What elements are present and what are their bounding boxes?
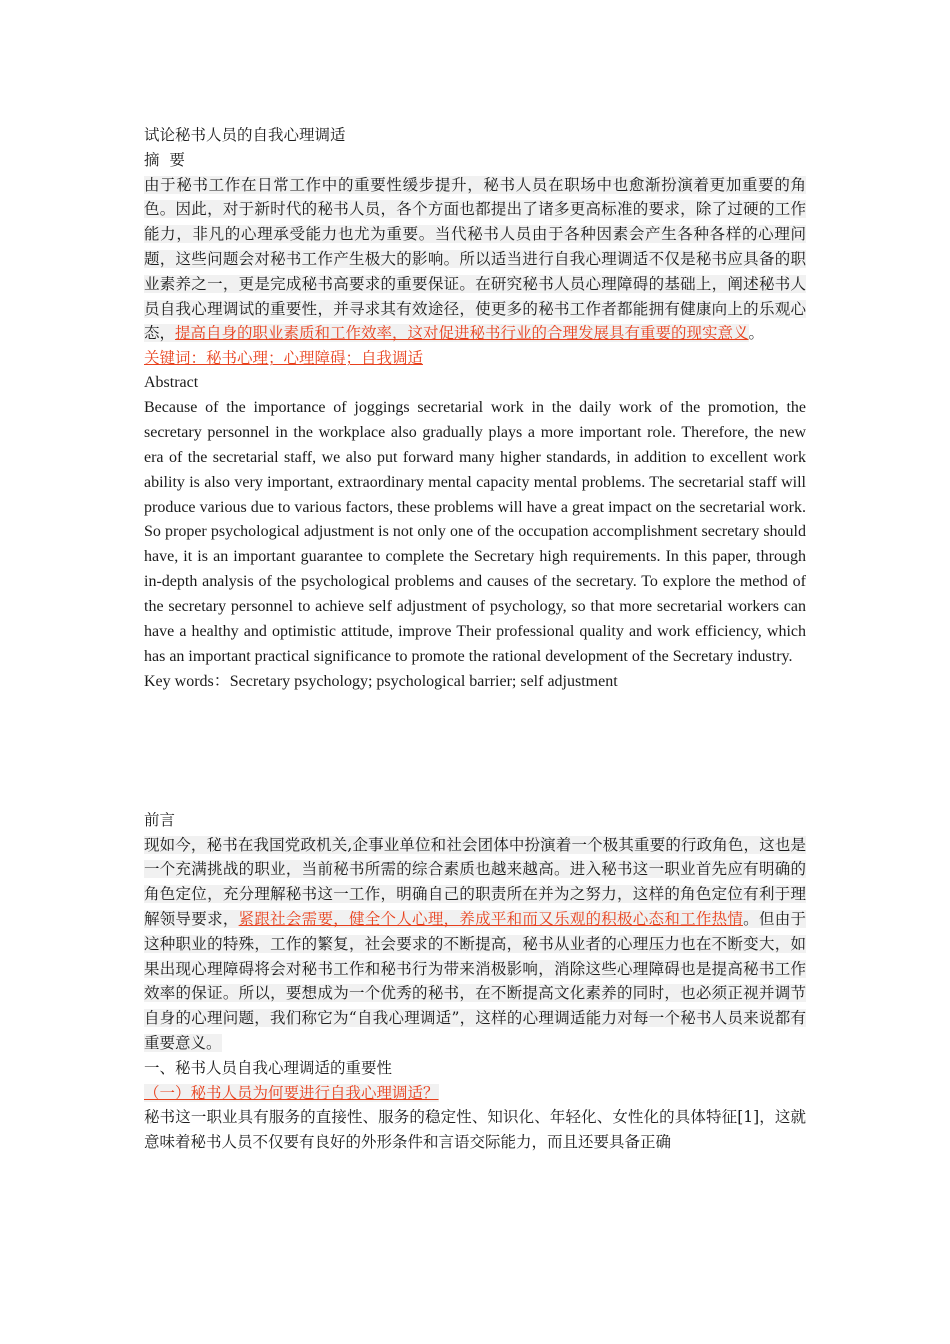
keywords-cn: 关键词：秘书心理；心理障碍；自我调适 bbox=[144, 349, 424, 368]
abstract-cn-text: 由于秘书工作在日常工作中的重要性缓步提升，秘书人员在职场中也愈渐扮演着更加重要的角色。因此，对于新时代的秘书人员，各个方面也都提出了诸多更高标准的要求，除了过硬的工作能力，非凡的心理承受能力也尤为重要。当代秘书人员由于各种因素会产生各种各样的心理问题，这些问题会对秘书工作产生极大的影响。所以适当进行自我心理调适不仅是秘书应具备的职业素养之一，更是完成秘书高要求的重要保证。在研究秘书人员心理障碍的基础上，阐述秘书人员自我心理调试的重要性，并寻求其有效途径，使更多的秘书工作者都能拥有健康向上的乐观心态， bbox=[144, 175, 806, 343]
abstract-cn-end: 。 bbox=[748, 324, 765, 343]
preface-highlight: 紧跟社会需要，健全个人心理，养成平和而又乐观的积极心态和工作热情 bbox=[238, 909, 744, 928]
abstract-cn-highlight: 提高自身的职业素质和工作效率，这对促进秘书行业的合理发展具有重要的现实意义 bbox=[175, 324, 749, 343]
preface-text-1: 现如今，秘书在我国党政机关,企事业单位和社会团体中扮演着一个极其重要的行政角色，这也是一个充满挑战的职业，当前秘书所需的综合素质也越来越高。进入秘书这一职业首先应有明确的角色定位，充分理解秘书这一工作，明确自己的职责所在并为之努力，这样的角色定位有利于理解领导要求， bbox=[144, 835, 806, 928]
preface-heading: 前言 bbox=[144, 810, 176, 829]
subsection1-heading bbox=[144, 1081, 806, 1106]
blank-space bbox=[144, 695, 806, 808]
keywords-en: Key words：Secretary psychology; psychological barrier; self adjustment bbox=[144, 672, 618, 690]
document-body bbox=[144, 123, 806, 1155]
section1-heading: 一、秘书人员自我心理调适的重要性 bbox=[144, 1058, 393, 1077]
subsection1-heading-text: （一）秘书人员为何要进行自我心理调适？ bbox=[144, 1083, 439, 1102]
preface-paragraph bbox=[144, 833, 806, 1056]
section1-paragraph: 秘书这一职业具有服务的直接性、服务的稳定性、知识化、年轻化、女性化的具体特征[1]，这就意味着秘书人员不仅要有良好的外形条件和言语交际能力，而且还要具备正确 bbox=[144, 1108, 806, 1152]
preface-text-2: 。但由于这种职业的特殊，工作的繁复，社会要求的不断提高，秘书从业者的心理压力也在不断变大，如果出现心理障碍将会对秘书工作和秘书行为带来消极影响，消除这些心理障碍也是提高秘书工作效率的保证。所以，要想成为一个优秀的秘书，在不断提高文化素养的同时，也必须正视并调节自身的心理问题，我们称它为“自我心理调适”，这样的心理调适能力对每一个秘书人员来说都有重要意义。 bbox=[144, 909, 806, 1052]
paper-title: 试论秘书人员的自我心理调适 bbox=[144, 126, 346, 144]
abstract-en-heading: Abstract bbox=[144, 373, 199, 391]
abstract-en-paragraph: Because of the importance of joggings secretarial work in the daily work of the promotion, the secretary personnel in the workplace also gradually plays a more important role. Therefore, the new era of the secretarial staff, we also put forward many higher standards, in addition to excellent work ability is also very important, extraordinary mental capacity mental problems. The secretarial staff will produce various due to various factors, these problems will have a great impact on the secretarial work. So proper psychological adjustment is not only one of the occupation accomplishment secretary should have, it is an important guarantee to complete the Secretary high requirements. In this paper, through in-depth analysis of the psychological problems and causes of the secretary. To explore the method of the secretary personnel to achieve self adjustment of psychology, so that more secretarial workers can have a healthy and optimistic attitude, improve Their professional quality and work efficiency, which has an important practical significance to promote the rational development of the Secretary industry. bbox=[144, 398, 806, 665]
abstract-heading: 摘 要 bbox=[144, 150, 185, 169]
abstract-cn-paragraph bbox=[144, 173, 806, 347]
